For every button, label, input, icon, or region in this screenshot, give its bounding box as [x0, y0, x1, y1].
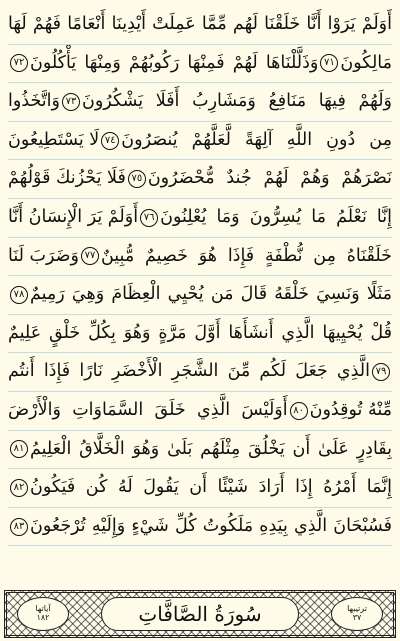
verse-text: خَلَقْنَاهُ مِن نُّطْفَةٍ فَإِذَا هُوَ خَصِيمٌ مُّبِينٌ: [100, 245, 392, 266]
ayah-marker: ٨٠: [290, 402, 308, 420]
ayah-marker: ٧٧: [81, 247, 99, 265]
verse-text: وَاتَّخَذُوا: [8, 91, 60, 112]
verse-text: الَّذِي جَعَلَ لَكُم مِّنَ الشَّجَرِ الْأَخْضَرِ نَارًا فَإِذَا أَنتُم: [8, 361, 370, 382]
verse-line: [8, 238, 392, 277]
verse-text: أَوَلَمْ يَرَ الْإِنسَانُ أَنَّا: [8, 207, 139, 228]
ayah-marker: ٨٢: [10, 479, 28, 497]
verse-line: [8, 45, 392, 84]
ayah-marker: ٧٩: [372, 363, 390, 381]
verse-text: لَا يَسْتَطِيعُونَ: [8, 129, 100, 150]
verse-line: [8, 276, 392, 315]
ayah-marker: ٧٨: [10, 286, 28, 304]
verse-text: فَلَا يَحْزُنكَ قَوْلُهُمْ: [8, 168, 126, 189]
verse-text: أَوَلَيْسَ الَّذِي خَلَقَ السَّمَاوَاتِ وَالْأَرْضَ: [8, 399, 288, 420]
verse-line: [8, 199, 392, 238]
ayah-marker: ٨١: [10, 440, 28, 458]
verse-line: [8, 392, 392, 431]
verse-line: [8, 6, 392, 45]
sura-order-medallion: [331, 597, 383, 631]
ayah-marker: ٧٥: [128, 170, 146, 188]
verse-text: مِن دُونِ اللَّهِ آلِهَةً لَّعَلَّهُمْ يُنصَرُونَ: [121, 129, 392, 150]
ayah-marker: ٧٤: [101, 132, 119, 150]
verse-line: [8, 160, 392, 199]
verse-line: [8, 508, 392, 547]
verse-text: مَالِكُونَ: [340, 52, 392, 73]
sura-order-label: ترتيبها: [347, 604, 367, 614]
verse-text: إِنَّا نَعْلَمُ مَا يُسِرُّونَ وَمَا يُعْلِنُونَ: [160, 207, 392, 228]
verse-text: وَلَهُمْ فِيهَا مَنَافِعُ وَمَشَارِبُ أَفَلَا يَشْكُرُونَ: [81, 91, 392, 112]
sura-verses-label: آياتها: [35, 604, 51, 614]
verse-text: مَثَلًا وَنَسِيَ خَلْقَهُ قَالَ مَن يُحْيِي الْعِظَامَ وَهِيَ رَمِيمٌ: [30, 284, 392, 305]
ayah-marker: ٧٢: [10, 54, 28, 72]
ayah-marker: ٧٦: [140, 209, 158, 227]
verse-line: [8, 431, 392, 470]
sura-verses-count: ١٨٢: [36, 613, 50, 622]
verse-text: وَذَلَّلْنَاهَا لَهُمْ فَمِنْهَا رَكُوبُهُمْ وَمِنْهَا يَأْكُلُونَ: [30, 52, 319, 73]
verse-line: [8, 469, 392, 508]
verse-line: [8, 315, 392, 354]
sura-order-number: ٣٧: [352, 613, 362, 622]
verses-block: [8, 6, 392, 586]
verse-text: نَصْرَهُمْ وَهُمْ لَهُمْ جُندٌ مُّحْضَرُونَ: [147, 168, 392, 189]
verse-text: مِّنْهُ تُوقِدُونَ: [309, 399, 392, 420]
ayah-marker: ٧١: [320, 54, 338, 72]
verse-text: قُلْ يُحْيِيهَا الَّذِي أَنشَأَهَا أَوَّلَ مَرَّةٍ وَهُوَ بِكُلِّ خَلْقٍ عَلِيمٌ: [8, 322, 392, 343]
ayah-marker: ٨٣: [10, 518, 28, 536]
sura-verses-medallion: [17, 597, 69, 631]
verse-text: فَسُبْحَانَ الَّذِي بِيَدِهِ مَلَكُوتُ كُلِّ شَيْءٍ وَإِلَيْهِ تُرْجَعُونَ: [30, 515, 392, 536]
sura-title: سُورَةُ الصَّافَّاتِ: [101, 597, 298, 631]
verse-line: [8, 353, 392, 392]
verse-line: [8, 122, 392, 161]
verse-line: [8, 83, 392, 122]
verse-text: أَوَلَمْ يَرَوْا أَنَّا خَلَقْنَا لَهُم مِّمَّا عَمِلَتْ أَيْدِينَا أَنْعَامًا فَهُمْ لَهَا: [8, 14, 392, 35]
verse-text: إِنَّمَا أَمْرُهُ إِذَا أَرَادَ شَيْئًا أَن يَقُولَ لَهُ كُن فَيَكُونُ: [30, 477, 392, 498]
verse-text: وَضَرَبَ لَنَا: [8, 245, 79, 266]
ayah-marker: ٧٣: [62, 93, 80, 111]
sura-header-banner: [4, 590, 396, 638]
verse-text: بِقَادِرٍ عَلَىٰ أَن يَخْلُقَ مِثْلَهُم بَلَىٰ وَهُوَ الْخَلَّاقُ الْعَلِيمُ: [30, 438, 392, 459]
